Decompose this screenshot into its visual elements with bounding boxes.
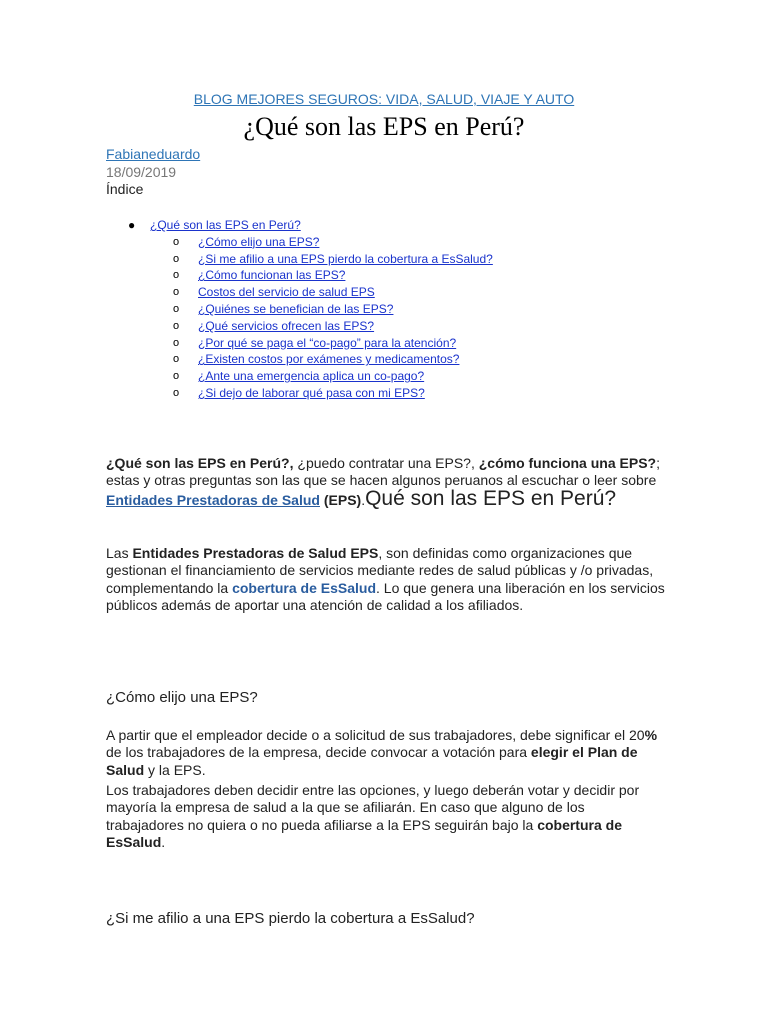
post-date: 18/09/2019 — [106, 164, 177, 180]
circle-bullet-icon: o — [173, 235, 180, 248]
toc-link[interactable]: ¿Si dejo de laborar qué pasa con mi EPS? — [198, 385, 425, 400]
toc-link[interactable]: Costos del servicio de salud EPS — [198, 285, 375, 300]
text: . — [161, 834, 166, 851]
circle-bullet-icon: o — [173, 269, 180, 282]
vote-paragraph — [106, 782, 666, 852]
intro-bold-question-2: ¿cómo funciona una EPS? — [478, 455, 657, 471]
text: y la EPS. — [144, 761, 206, 778]
toc-item — [128, 368, 493, 385]
section-heading-large: Qué son las EPS en Perú? — [365, 486, 617, 510]
author-link[interactable]: Fabianeduardo — [106, 146, 201, 162]
toc-link[interactable]: ¿Por qué se paga el “co-pago” para la atención? — [198, 335, 457, 350]
index-label: Índice — [106, 181, 144, 197]
coverage-term: cobertura de EsSalud — [232, 579, 377, 596]
page-title: ¿Qué son las EPS en Perú? — [243, 112, 525, 141]
toc-link[interactable]: ¿Cómo funcionan las EPS? — [198, 268, 346, 283]
intro-paragraph — [106, 455, 666, 509]
toc-item — [128, 267, 493, 284]
text: . Lo que genera una liberación en los servicios públicos además de aportar una atención de calidad a los afiliados. — [106, 579, 665, 614]
circle-bullet-icon: o — [173, 336, 180, 349]
toc-link[interactable]: ¿Cómo elijo una EPS? — [198, 234, 320, 249]
circle-bullet-icon: o — [173, 302, 180, 315]
circle-bullet-icon: o — [173, 252, 180, 265]
toc-sublist — [128, 234, 493, 402]
definition-paragraph — [106, 545, 666, 615]
table-of-contents — [128, 217, 493, 402]
bold-term: cobertura de EsSalud — [106, 816, 622, 851]
intro-period: . — [361, 491, 366, 508]
toc-link[interactable]: ¿Si me afilio a una EPS pierdo la cobertura a EsSalud? — [198, 251, 493, 266]
text: de los trabajadores de la empresa, decide convocar a votación para — [106, 744, 531, 761]
intro-text-2: ; estas y otras preguntas son las que se hacen algunos peruanos al escuchar o leer sobre — [106, 455, 660, 489]
intro-text: ¿puedo contratar una EPS?, — [293, 455, 479, 471]
circle-bullet-icon: o — [173, 319, 180, 332]
heading-si-me-afilio: ¿Si me afilio a una EPS pierdo la cobertura a EsSalud? — [106, 910, 475, 927]
text: A partir que el empleador decide o a solicitud de sus trabajadores, debe significar el 20 — [106, 727, 645, 743]
toc-item — [128, 385, 493, 402]
toc-item — [128, 284, 493, 301]
toc-sublist-wrapper — [128, 234, 493, 402]
toc-link[interactable]: ¿Ante una emergencia aplica un co-pago? — [198, 369, 425, 384]
toc-item — [128, 318, 493, 335]
toc-item — [128, 234, 493, 251]
choose-paragraph — [106, 727, 666, 779]
toc-link[interactable]: ¿Qué servicios ofrecen las EPS? — [198, 318, 375, 333]
toc-item — [128, 335, 493, 352]
heading-como-elijo: ¿Cómo elijo una EPS? — [106, 689, 258, 706]
toc-item — [128, 301, 493, 318]
circle-bullet-icon: o — [173, 353, 180, 366]
text: Las — [106, 545, 133, 561]
circle-bullet-icon: o — [173, 386, 180, 399]
intro-bold-question: ¿Qué son las EPS en Perú?, — [106, 455, 294, 471]
eps-link[interactable]: Entidades Prestadoras de Salud — [106, 491, 320, 508]
toc-link[interactable]: ¿Existen costos por exámenes y medicamentos? — [198, 352, 460, 367]
percent-sign: % — [644, 727, 658, 743]
toc-item — [128, 351, 493, 368]
text: Los trabajadores deben decidir entre las opciones, y luego deberán votar y decidir por mayoría la empresa de salud a la que se afiliarán. En caso que alguno de los trabajadores no quiera o no pueda afiliarse a la EPS seguirán bajo la — [106, 782, 640, 833]
toc-item — [128, 251, 493, 268]
bold-term: elegir el Plan de Salud — [106, 744, 638, 778]
bullet-icon: ● — [128, 218, 136, 232]
circle-bullet-icon: o — [173, 286, 180, 299]
eps-abbrev: (EPS) — [319, 491, 362, 508]
toc-link[interactable]: ¿Qué son las EPS en Perú? — [150, 218, 301, 232]
toc-item — [128, 217, 493, 234]
text: , son definidas como organizaciones que gestionan el financiamiento de servicios mediante redes de salud públicas y /o privadas, complementando la — [106, 545, 654, 596]
toc-link[interactable]: ¿Quiénes se benefician de las EPS? — [198, 301, 394, 316]
blog-link[interactable]: BLOG MEJORES SEGUROS: VIDA, SALUD, VIAJE Y AUTO — [193, 91, 575, 107]
bold-term: Entidades Prestadoras de Salud EPS — [132, 545, 379, 561]
circle-bullet-icon: o — [173, 370, 180, 383]
